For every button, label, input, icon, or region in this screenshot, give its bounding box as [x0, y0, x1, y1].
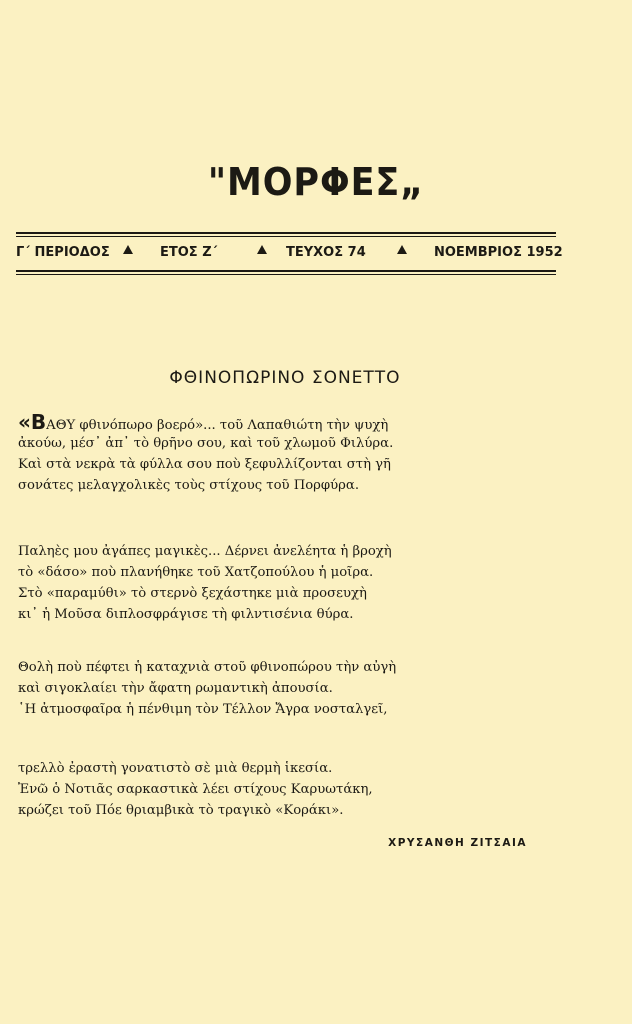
- rule-top-2: [16, 236, 556, 237]
- stanza-3: [18, 657, 538, 720]
- triangle-icon: [123, 245, 133, 254]
- rule-top-1: [16, 232, 556, 234]
- poem-line: ῾Η ἀτμοσφαῖρα ἡ πένθιμη τὸν Τέλλον Ἄγρα νοσταλγεῖ,: [18, 702, 388, 717]
- triangle-icon: [257, 245, 267, 254]
- poem-line: ἀκούω, μέσ᾿ ἀπ᾿ τὸ θρῆνο σου, καὶ τοῦ χλωμοῦ Φιλύρα.: [18, 436, 394, 451]
- poem-line: Ἐνῶ ὁ Νοτιᾶς σαρκαστικὰ λέει στίχους Καρυωτάκη,: [18, 782, 373, 797]
- poem-line: καὶ σιγοκλαίει τὴν ἄφατη ρωμαντικὴ ἀπουσία.: [18, 681, 333, 696]
- first-line-text: ΑΘΥ φθινόπωρο βοερό»... τοῦ Λαπαθιώτη τὴν ψυχὴ: [46, 418, 389, 433]
- issue-period: Γ΄ ΠΕΡΙΟΔΟΣ: [16, 245, 110, 260]
- poem-line: τρελλὸ ἐραστὴ γονατιστὸ σὲ μιὰ θερμὴ ἱκεσία.: [18, 761, 333, 776]
- poem-title: ΦΘΙΝΟΠΩΡΙΝΟ ΣΟΝΕΤΤΟ: [169, 368, 401, 388]
- rule-bottom-1: [16, 270, 556, 272]
- poem-line: κι᾿ ἡ Μοῦσα διπλοσφράγισε τὴ φιλντισένια θύρα.: [18, 607, 354, 622]
- poem-line: σονάτες μελαγχολικὲς τοὺς στίχους τοῦ Πορφύρα.: [18, 478, 360, 493]
- issue-number: ΤΕΥΧΟΣ 74: [286, 245, 366, 260]
- poem-line: Παληὲς μου ἀγάπες μαγικὲς... Δέρνει ἀνελέητα ἡ βροχὴ: [18, 544, 392, 559]
- poem-line: κρώζει τοῦ Πόε θριαμβικὰ τὸ τραγικὸ «Κοράκι».: [18, 803, 344, 818]
- poem-line: Θολὴ ποὺ πέφτει ἡ καταχνιὰ στοῦ φθινοπώρου τὴν αὐγὴ: [18, 660, 397, 675]
- poem-line: τὸ «δάσο» ποὺ πλανήθηκε τοῦ Χατζοπούλου ἡ μοῖρα.: [18, 565, 374, 580]
- poem-line: Στὸ «παραμύθι» τὸ στερνὸ ξεχάστηκε μιὰ προσευχὴ: [18, 586, 367, 601]
- magazine-masthead: "ΜΟΡΦΕΣ„: [207, 160, 425, 204]
- rule-bottom-2: [16, 274, 556, 275]
- issue-line: [16, 245, 563, 265]
- stanza-1: [18, 412, 538, 496]
- stanza-2: [18, 541, 538, 625]
- stanza-4: [18, 758, 538, 821]
- author-signature: ΧΡΥΣΑΝΘΗ ΖΙΤΣΑΙΑ: [388, 837, 527, 849]
- issue-year: ΕΤΟΣ Ζ΄: [160, 245, 218, 260]
- drop-cap: «Β: [18, 410, 47, 434]
- poem-line: Καὶ στὰ νεκρὰ τὰ φύλλα σου ποὺ ξεφυλλίζονται στὴ γῆ: [18, 457, 391, 472]
- poem-line: [18, 412, 538, 433]
- issue-date: ΝΟΕΜΒΡΙΟΣ 1952: [434, 245, 563, 260]
- triangle-icon: [397, 245, 407, 254]
